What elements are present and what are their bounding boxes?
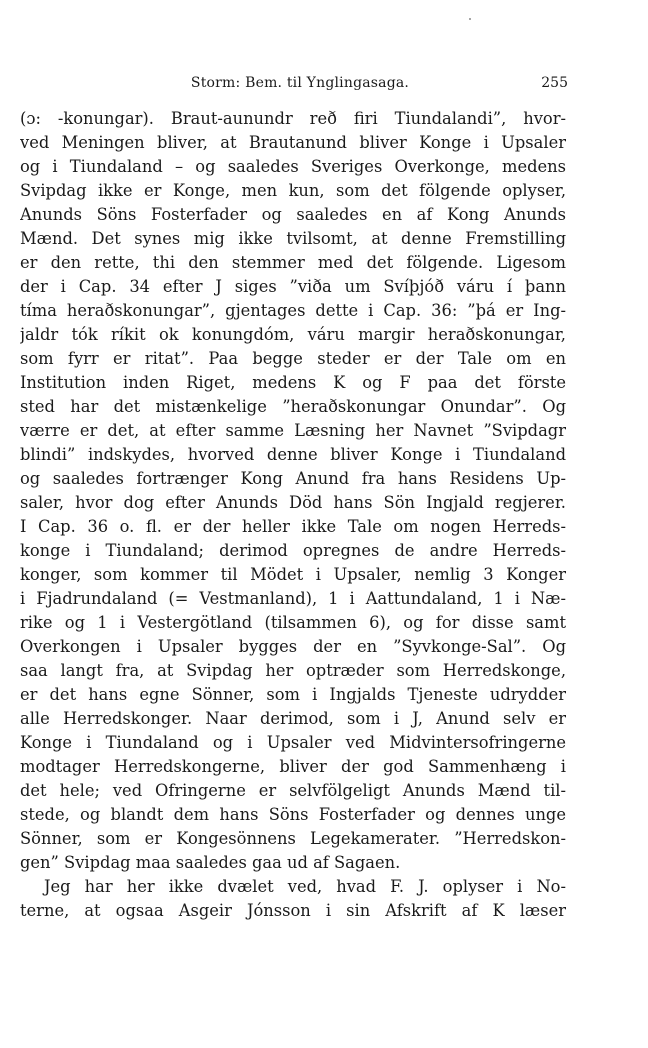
text-line: blindi” indskydes, hvorved denne bliver Konge i Tiundaland	[20, 445, 566, 464]
body-text	[20, 107, 566, 923]
text-line: sted har det mistænkelige ”heraðskonungar Onundar”. Og	[20, 397, 566, 416]
text-line: saa langt fra, at Svipdag her optræder som Herredskonge,	[20, 661, 566, 680]
page-number: 255	[541, 75, 568, 91]
text-line: tíma heraðskonungar”, gjentages dette i Cap. 36: ”þá er Ing-	[20, 301, 566, 320]
text-line: og i Tiundaland – og saaledes Sveriges Overkonge, medens	[20, 157, 566, 176]
text-line: terne, at ogsaa Asgeir Jónsson i sin Afskrift af K læser	[20, 901, 566, 920]
text-line: i Fjadrundaland (= Vestmanland), 1 i Aattundaland, 1 i Næ-	[20, 589, 566, 608]
paper-speck	[469, 18, 471, 20]
text-line: I Cap. 36 o. fl. er der heller ikke Tale om nogen Herreds-	[20, 517, 566, 536]
text-line: alle Herredskonger. Naar derimod, som i J, Anund selv er	[20, 709, 566, 728]
text-line: modtager Herredskongerne, bliver der god Sammenhæng i	[20, 757, 566, 776]
text-line: jaldr tók ríkit ok konungdóm, váru margir heraðskonungar,	[20, 325, 566, 344]
text-line-paragraph-start: Jeg har her ikke dvælet ved, hvad F. J. oplyser i No-	[44, 877, 566, 896]
text-line: Institution inden Riget, medens K og F paa det förste	[20, 373, 566, 392]
text-line: konge i Tiundaland; derimod opregnes de andre Herreds-	[20, 541, 566, 560]
text-line: rike og 1 i Vestergötland (tilsammen 6), og for disse samt	[20, 613, 566, 632]
text-line: saler, hvor dog efter Anunds Död hans Sön Ingjald regjerer.	[20, 493, 566, 512]
text-line: er det hans egne Sönner, som i Ingjalds Tjeneste udrydder	[20, 685, 566, 704]
text-line: der i Cap. 34 efter J siges ”viða um Svíþjóð váru í þann	[20, 277, 566, 296]
text-line: og saaledes fortrænger Kong Anund fra hans Residens Up-	[20, 469, 566, 488]
text-line: Konge i Tiundaland og i Upsaler ved Midvintersofringerne	[20, 733, 566, 752]
text-line: stede, og blandt dem hans Söns Fosterfader og dennes unge	[20, 805, 566, 824]
text-line: konger, som kommer til Mödet i Upsaler, nemlig 3 Konger	[20, 565, 566, 584]
text-line: det hele; ved Ofringerne er selvfölgeligt Anunds Mænd til-	[20, 781, 566, 800]
text-line: Sönner, som er Kongesönnens Legekamerater. ”Herredskon-	[20, 829, 566, 848]
text-line: (ɔ: -konungar). Braut-aunundr reð firi Tiundalandi”, hvor-	[20, 109, 566, 128]
running-head: Storm: Bem. til Ynglingasaga.	[190, 75, 410, 91]
text-line: som fyrr er ritat”. Paa begge steder er der Tale om en	[20, 349, 566, 368]
text-line: værre er det, at efter samme Læsning her Navnet ”Svipdagr	[20, 421, 566, 440]
text-line: Overkongen i Upsaler bygges der en ”Syvkonge-Sal”. Og	[20, 637, 566, 656]
text-line-paragraph-end: gen” Svipdag maa saaledes gaa ud af Sagaen.	[20, 853, 401, 872]
text-line: er den rette, thi den stemmer med det fölgende. Ligesom	[20, 253, 566, 272]
page-header	[0, 75, 648, 95]
text-line: Svipdag ikke er Konge, men kun, som det fölgende oplyser,	[20, 181, 566, 200]
text-line: ved Meningen bliver, at Brautanund bliver Konge i Upsaler	[20, 133, 566, 152]
text-line: Mænd. Det synes mig ikke tvilsomt, at denne Fremstilling	[20, 229, 566, 248]
text-line: Anunds Söns Fosterfader og saaledes en af Kong Anunds	[20, 205, 566, 224]
